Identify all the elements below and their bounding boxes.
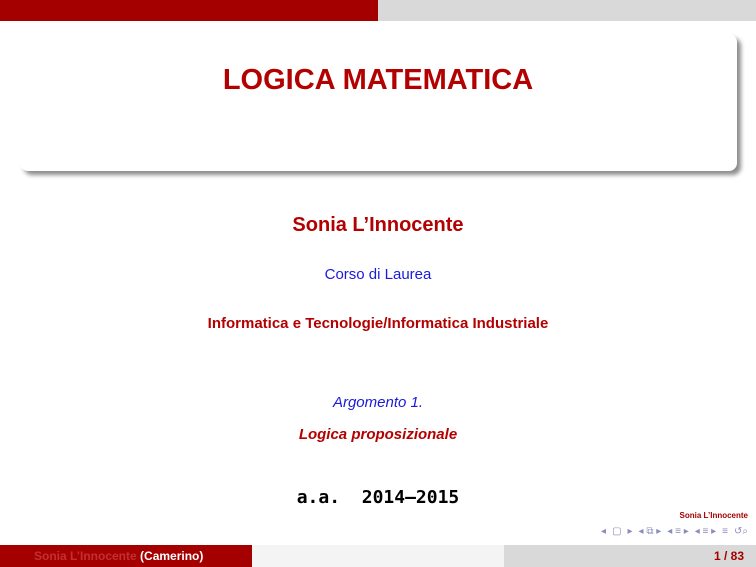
author-name: Sonia L’Innocente bbox=[292, 214, 464, 236]
search-icon[interactable]: ↺⌕ bbox=[734, 526, 748, 537]
mini-author-label: Sonia L’Innocente bbox=[679, 511, 748, 520]
nav-right-arrow-icon[interactable]: ▸ bbox=[627, 526, 633, 537]
course-name: Informatica e Tecnologie/Informatica Industriale bbox=[207, 315, 549, 332]
footer-institute: (Camerino) bbox=[140, 549, 204, 563]
course-label: Corso di Laurea bbox=[324, 266, 432, 283]
topic-number: Argomento 1. bbox=[332, 394, 424, 411]
header-bar-right bbox=[378, 0, 756, 21]
academic-year: a.a. 2014–2015 bbox=[296, 487, 460, 508]
footer-left bbox=[0, 545, 252, 567]
section-icon[interactable]: ◂ ≡ ▸ bbox=[667, 526, 689, 537]
subsection-nav-icon[interactable]: ◂ ≡ ▸ bbox=[694, 526, 717, 537]
nav-left-arrow-icon[interactable]: ◂ bbox=[601, 526, 607, 537]
topic-title: Logica proposizionale bbox=[298, 426, 458, 443]
subsection-icon[interactable]: ◂ ⧉ ▸ bbox=[638, 526, 662, 537]
footer-author: Sonia L’Innocente bbox=[34, 549, 137, 563]
navigation-bar bbox=[601, 526, 748, 537]
frame-icon[interactable]: ▢ bbox=[612, 526, 622, 537]
title-block bbox=[20, 34, 737, 171]
slide-title: LOGICA MATEMATICA bbox=[222, 64, 534, 96]
page-number: 1 / 83 bbox=[713, 549, 744, 563]
footer-middle bbox=[252, 545, 504, 567]
footer-right bbox=[504, 545, 756, 567]
align-icon[interactable]: ≡ bbox=[722, 526, 729, 537]
header-bar-left bbox=[0, 0, 378, 21]
